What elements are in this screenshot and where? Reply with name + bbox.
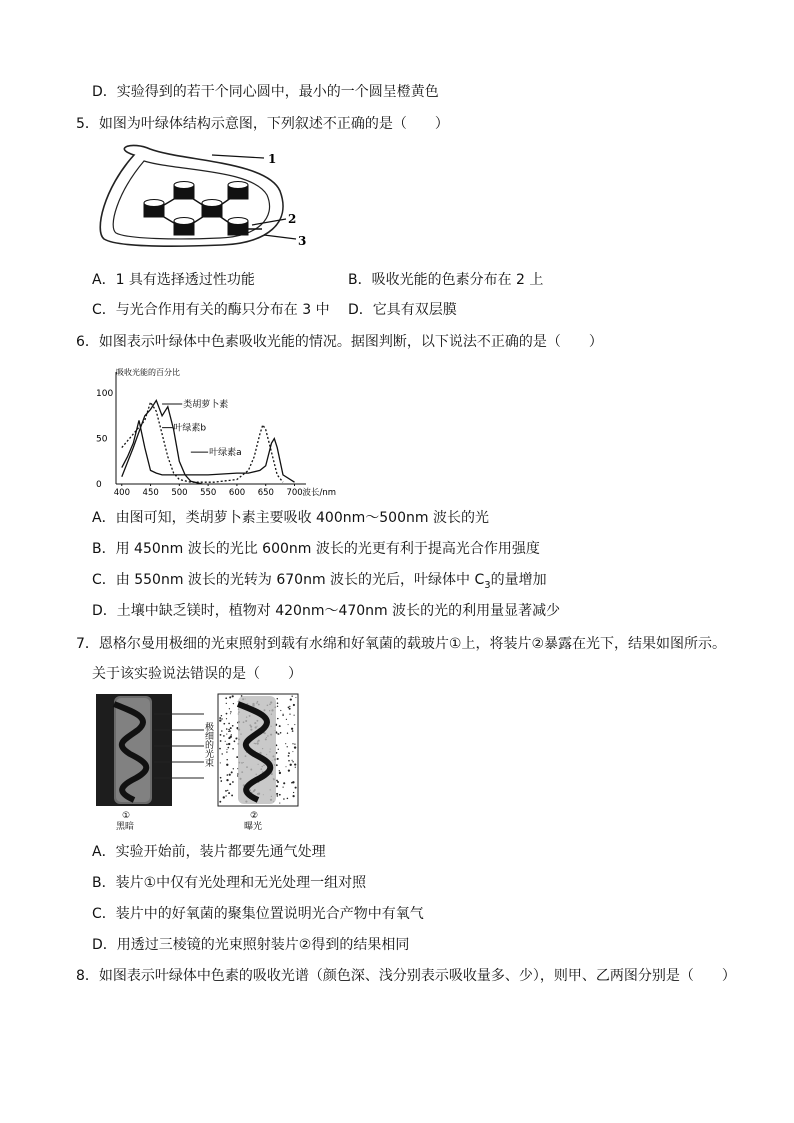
q5-option-a: A．1 具有选择透过性功能	[92, 272, 255, 288]
bacterium-dot	[276, 764, 278, 766]
bacterium-dot	[277, 758, 279, 760]
bacterium-dot	[227, 774, 228, 775]
bacterium-dot	[236, 738, 237, 739]
bacterium-dot	[219, 717, 221, 719]
q6-option-c	[92, 570, 547, 596]
bacterium-dot	[291, 695, 292, 696]
bacterium-dot	[292, 781, 294, 783]
bacterium-dot	[283, 787, 284, 788]
bacterium-dot	[285, 766, 286, 767]
bacterium-dot	[282, 715, 283, 716]
q8-stem: 8．如图表示叶绿体中色素的吸收光谱（颜色深、浅分别表示吸收量多、少），则甲、乙两图分别是（ ）	[76, 968, 736, 984]
bacterium-dot	[279, 772, 281, 774]
caption-2-number: ②	[250, 811, 259, 821]
granum-4	[228, 182, 248, 200]
q7-option-c: C．装片中的好氧菌的聚集位置说明光合产物中有氧气	[92, 906, 424, 922]
bacterium-dot	[223, 796, 225, 798]
q7-stem-1: 7．恩格尔曼用极细的光束照射到载有水绵和好氧菌的载玻片①上，将装片②暴露在光下，结果如图所示。	[76, 636, 727, 652]
bacterium-dot	[277, 718, 278, 719]
bacterium-dot	[236, 756, 238, 758]
x-tick-label: 500	[171, 488, 188, 498]
bacterium-dot	[219, 801, 221, 803]
bacterium-dot	[279, 803, 280, 804]
x-tick-label: 600	[228, 488, 246, 498]
bacterium-dot	[226, 751, 227, 752]
bacterium-dot	[276, 785, 278, 787]
granum-6	[228, 218, 248, 236]
bacterium-dot	[291, 728, 293, 730]
absorption-spectrum-chart	[92, 362, 337, 498]
bacterium-dot	[295, 787, 297, 789]
q5-stem: 5．如图为叶绿体结构示意图，下列叙述不正确的是（ ）	[76, 116, 449, 132]
bacterium-dot	[276, 793, 278, 795]
bacterium-dot	[219, 719, 221, 721]
bacterium-dot	[223, 723, 225, 725]
granum-2	[174, 182, 194, 200]
bacterium-dot	[229, 730, 231, 732]
bacterium-dot	[287, 746, 288, 747]
bacterium-dot	[228, 792, 230, 794]
bacterium-dot	[289, 713, 290, 714]
bacterium-dot	[234, 740, 236, 742]
bacterium-dot	[292, 751, 293, 752]
bacterium-dot	[226, 764, 228, 766]
y-tick-label: 0	[96, 480, 102, 490]
bacterium-dot	[228, 731, 229, 732]
q6-option-b: B．用 450nm 波长的光比 600nm 波长的光更有利于提高光合作用强度	[92, 541, 540, 557]
q5-option-d: D．它具有双层膜	[348, 302, 457, 318]
bacterium-dot	[292, 760, 293, 761]
bacterium-dot	[231, 734, 232, 735]
y-tick-label: 50	[96, 434, 108, 445]
bacterium-dot	[221, 715, 222, 716]
bacterium-dot	[292, 743, 293, 744]
bacterium-dot	[283, 798, 285, 800]
bacterium-dot	[288, 724, 289, 725]
bacterium-dot	[279, 725, 281, 727]
bacterium-dot	[276, 795, 278, 797]
x-tick-label: 700	[286, 488, 303, 498]
y-tick-label: 100	[96, 389, 114, 400]
bacterium-dot	[280, 710, 281, 711]
bacterium-dot	[288, 707, 290, 709]
bacterium-dot	[285, 743, 286, 744]
bacterium-dot	[287, 733, 288, 734]
bacterium-dot	[287, 798, 289, 800]
caption-1-dark: 黑暗	[116, 822, 135, 832]
light-beam-label: 极细的光束	[203, 722, 213, 767]
bacterium-dot	[290, 699, 292, 701]
granum-3	[202, 200, 222, 218]
bacterium-dot	[233, 703, 234, 704]
q7-option-a: A．实验开始前，装片都要先通气处理	[92, 844, 326, 860]
bacterium-dot	[230, 736, 232, 738]
bacterium-dot	[222, 753, 223, 754]
bacterium-dot	[277, 706, 278, 707]
bacterium-dot	[228, 729, 230, 731]
series-label-1: 叶绿素b	[173, 423, 207, 434]
q5-option-b: B．吸收光能的色素分布在 2 上	[348, 272, 544, 288]
x-tick-label: 550	[200, 488, 217, 498]
granum-1	[144, 200, 164, 218]
bacterium-dot	[279, 794, 281, 796]
bacterium-dot	[220, 740, 222, 742]
q6-option-c-text: C．由 550nm 波长的光转为 670nm 波长的光后，叶绿体中 C	[92, 572, 485, 588]
bacterium-dot	[232, 695, 234, 697]
label-1: 1	[268, 152, 277, 166]
bacterium-dot	[221, 730, 223, 732]
bacterium-dot	[292, 730, 294, 732]
bacterium-dot	[294, 715, 295, 716]
bacterium-dot	[226, 749, 227, 750]
bacterium-dot	[283, 782, 285, 784]
granum-5	[174, 218, 194, 236]
bacterium-dot	[229, 774, 231, 776]
bacterium-dot	[293, 792, 294, 793]
q7-option-b: B．装片①中仅有光处理和无光处理一组对照	[92, 875, 367, 891]
bacterium-dot	[226, 734, 227, 735]
y-axis-label: 吸收光能的百分比	[116, 368, 180, 377]
x-axis-label: 波长/nm	[302, 488, 337, 498]
bacterium-dot	[230, 711, 231, 712]
engelmann-experiment-figure	[94, 692, 304, 832]
bacterium-dot	[226, 703, 227, 704]
bacterium-dot	[289, 708, 291, 710]
bacterium-dot	[289, 706, 290, 707]
bacterium-dot	[231, 771, 233, 773]
bacterium-dot	[226, 759, 227, 760]
bacterium-dot	[278, 749, 279, 750]
bacterium-dot	[294, 743, 295, 744]
bacterium-dot	[226, 718, 227, 719]
bacterium-dot	[232, 725, 234, 727]
bacterium-dot	[293, 795, 295, 797]
bacterium-dot	[233, 768, 234, 769]
bacterium-dot	[289, 753, 290, 754]
bacterium-dot	[219, 748, 221, 750]
bacterium-dot	[225, 697, 227, 699]
q6-option-d: D．土壤中缺乏镁时，植物对 420nm～470nm 波长的光的利用量显著减少	[92, 603, 561, 619]
bacterium-dot	[290, 764, 292, 766]
series-label-0: 类胡萝卜素	[183, 400, 229, 410]
bacterium-dot	[227, 790, 228, 791]
bacterium-dot	[230, 713, 231, 714]
bacterium-dot	[220, 734, 222, 736]
bacterium-dot	[277, 781, 279, 783]
bacterium-dot	[277, 698, 278, 699]
bacterium-dot	[226, 713, 228, 715]
bacterium-dot	[288, 760, 290, 762]
bacterium-dot	[228, 747, 230, 749]
q5-option-c: C．与光合作用有关的酶只分布在 3 中	[92, 302, 330, 318]
bacterium-dot	[228, 723, 230, 725]
bacterium-dot	[279, 770, 280, 771]
bacterium-dot	[288, 769, 290, 771]
bacterium-dot	[231, 794, 233, 796]
q6-stem: 6．如图表示叶绿体中色素吸收光能的情况。据图判断，以下说法不正确的是（ ）	[76, 334, 603, 350]
series-label-2: 叶绿素a	[209, 448, 242, 459]
x-tick-label: 450	[142, 488, 159, 498]
bacterium-dot	[276, 780, 278, 782]
bacterium-dot	[277, 733, 278, 734]
bacterium-dot	[237, 728, 239, 730]
q7-option-d: D．用透过三棱镜的光束照射装片②得到的结果相同	[92, 937, 410, 953]
bacterium-dot	[294, 724, 295, 725]
bacterium-dot	[225, 795, 226, 796]
bacterium-dot	[225, 741, 226, 742]
bacterium-dot	[221, 781, 222, 782]
label-3: 3	[298, 234, 307, 248]
bacterium-dot	[220, 762, 221, 763]
caption-1-number: ①	[122, 811, 131, 821]
bacterium-dot	[226, 779, 228, 781]
bacterium-dot	[223, 735, 225, 737]
label-2: 2	[288, 212, 297, 226]
bacterium-dot	[295, 697, 296, 698]
bacterium-dot	[229, 696, 231, 698]
chloroplast-diagram	[92, 143, 322, 258]
bacterium-dot	[226, 744, 228, 746]
bacterium-dot	[280, 732, 282, 734]
bacterium-dot	[232, 781, 234, 783]
bacterium-dot	[277, 702, 279, 704]
x-tick-label: 650	[257, 488, 274, 498]
bacterium-dot	[230, 727, 232, 729]
q6-option-c-text-end: 的量增加	[490, 572, 547, 588]
bacterium-dot	[229, 783, 231, 785]
bacterium-dot	[294, 746, 296, 748]
bacterium-dot	[295, 767, 296, 768]
q4-option-d: D．实验得到的若干个同心圆中，最小的一个圆呈橙黄色	[92, 84, 439, 100]
q7-stem-2: 关于该实验说法错误的是（ ）	[92, 666, 302, 682]
bacterium-dot	[292, 761, 293, 762]
x-tick-label: 400	[113, 488, 130, 498]
q6-option-a: A．由图可知，类胡萝卜素主要吸收 400nm～500nm 波长的光	[92, 510, 489, 526]
bacterium-dot	[226, 728, 228, 730]
bacterium-dot	[286, 719, 287, 720]
q6-option-c-subscript: 3	[484, 579, 491, 591]
bacterium-dot	[294, 764, 296, 766]
bacterium-dot	[293, 704, 295, 706]
bacterium-dot	[220, 777, 222, 779]
caption-2-exposed: 曝光	[244, 822, 263, 832]
bacterium-dot	[232, 748, 234, 750]
bacterium-dot	[225, 790, 227, 792]
bacterium-dot	[288, 755, 290, 757]
bacterium-dot	[228, 743, 230, 745]
bacterium-dot	[221, 718, 222, 719]
bacterium-dot	[229, 708, 230, 709]
